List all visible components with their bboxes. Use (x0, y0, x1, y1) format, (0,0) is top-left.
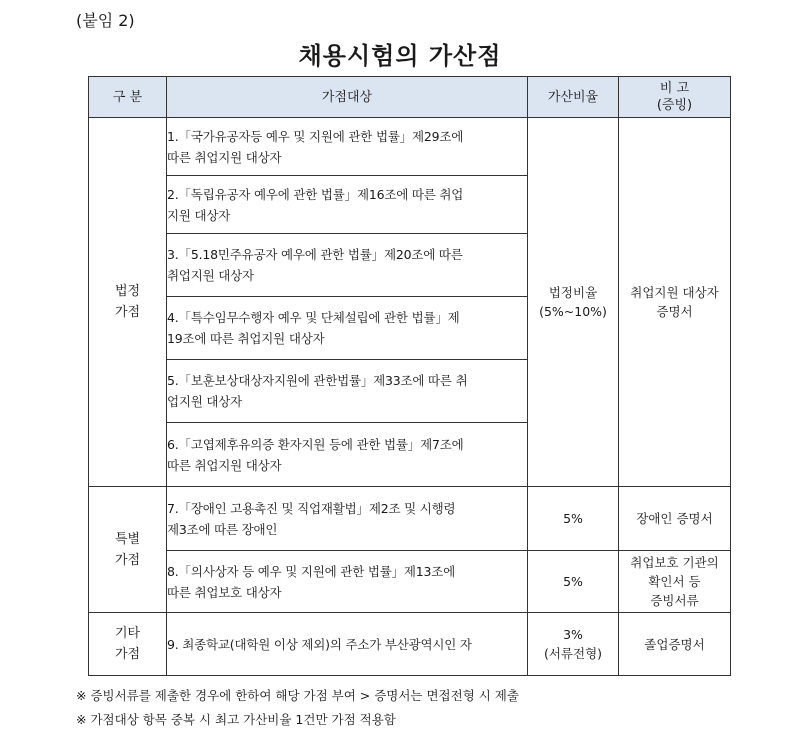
category-special-line2: 가점 (114, 552, 141, 568)
category-legal-line2: 가점 (114, 305, 141, 320)
item-4-line1: 4.「특수임무수행자 예우 및 단체설립에 관한 법률」제 (167, 310, 460, 325)
table-row (89, 118, 731, 176)
table-header-row (89, 77, 731, 118)
header-rate: 가산비율 (528, 77, 619, 118)
item-1 (167, 118, 528, 176)
item-7-line1: 7.「장애인 고용촉진 및 직업재활법」제2조 및 시행령 (167, 500, 456, 516)
item-1-line2: 따른 취업지원 대상자 (167, 149, 282, 165)
category-special-line1: 특별 (114, 531, 141, 547)
note-item-8-line2: 확인서 등 (648, 574, 701, 589)
rate-legal-line1: 법정비율 (548, 285, 598, 300)
category-other (89, 613, 167, 676)
item-7-line2: 제3조에 따른 장애인 (167, 521, 278, 537)
note-item-8 (619, 551, 731, 613)
note-legal-line2: 증명서 (656, 304, 693, 319)
item-5-line1: 5.「보훈보상대상자지원에 관한법률」제33조에 따른 취 (167, 373, 468, 388)
item-5-line2: 업지원 대상자 (167, 394, 243, 409)
header-target: 가점대상 (167, 77, 528, 118)
footnote-duplicate: ※ 가점대상 항목 중복 시 최고 가산비율 1건만 가점 적용함 (76, 712, 396, 727)
note-item-8-line3: 증빙서류 (650, 593, 699, 608)
item-7 (167, 487, 528, 551)
item-8-line1: 8.「의사상자 등 예우 및 지원에 관한 법률」제13조에 (167, 563, 456, 579)
rate-item-8: 5% (528, 551, 619, 613)
table-row (89, 487, 731, 551)
table-row (89, 551, 731, 613)
header-note (619, 77, 731, 118)
item-2-line2: 지원 대상자 (167, 207, 231, 223)
header-category: 구 분 (89, 77, 167, 118)
category-legal (89, 118, 167, 487)
item-5 (167, 360, 528, 423)
page-title: 채용시험의 가산점 (298, 42, 502, 70)
item-4-line2: 19조에 따른 취업지원 대상자 (167, 331, 325, 346)
rate-legal (528, 118, 619, 487)
note-item-8-line1: 취업보호 기관의 (630, 555, 719, 570)
table-row (89, 613, 731, 676)
item-2 (167, 176, 528, 234)
item-8-line2: 따른 취업보호 대상자 (167, 584, 282, 600)
item-3 (167, 234, 528, 297)
item-8 (167, 551, 528, 613)
note-legal-line1: 취업지원 대상자 (630, 285, 719, 300)
attachment-label: (붙임 2) (76, 11, 135, 30)
category-legal-line1: 법정 (114, 284, 141, 299)
item-6-line1: 6.「고엽제후유의증 환자지원 등에 관한 법률」제7조에 (167, 436, 464, 452)
rate-other-line1: 3% (563, 627, 583, 642)
item-1-line1: 1.「국가유공자등 예우 및 지원에 관한 법률」제29조에 (167, 128, 464, 144)
footnote-evidence: ※ 증빙서류를 제출한 경우에 한하여 해당 가점 부여 > 증명서는 면접전형 시 제출 (76, 688, 519, 703)
item-6 (167, 423, 528, 487)
category-other-line1: 기타 (114, 626, 141, 641)
item-3-line2: 취업지원 대상자 (167, 268, 254, 283)
category-other-line2: 가점 (114, 647, 141, 662)
item-2-line1: 2.「독립유공자 예우에 관한 법률」제16조에 따른 취업 (167, 186, 464, 202)
rate-item-7: 5% (528, 487, 619, 551)
note-legal (619, 118, 731, 487)
rate-other (528, 613, 619, 676)
item-3-line1: 3.「5.18민주유공자 예우에 관한 법률」제20조에 따른 (167, 247, 463, 262)
bonus-points-table (88, 76, 731, 676)
rate-other-line2: (서류전형) (543, 646, 603, 661)
rate-legal-line2: (5%~10%) (539, 304, 607, 319)
item-4 (167, 297, 528, 360)
category-special (89, 487, 167, 613)
header-note-line1: 비 고 (659, 81, 690, 96)
item-6-line2: 따른 취업지원 대상자 (167, 457, 282, 473)
note-other: 졸업증명서 (619, 613, 731, 676)
item-9: 9. 최종학교(대학원 이상 제외)의 주소가 부산광역시인 자 (167, 613, 528, 676)
note-item-7: 장애인 증명서 (619, 487, 731, 551)
header-note-line2: (증빙) (656, 98, 693, 113)
